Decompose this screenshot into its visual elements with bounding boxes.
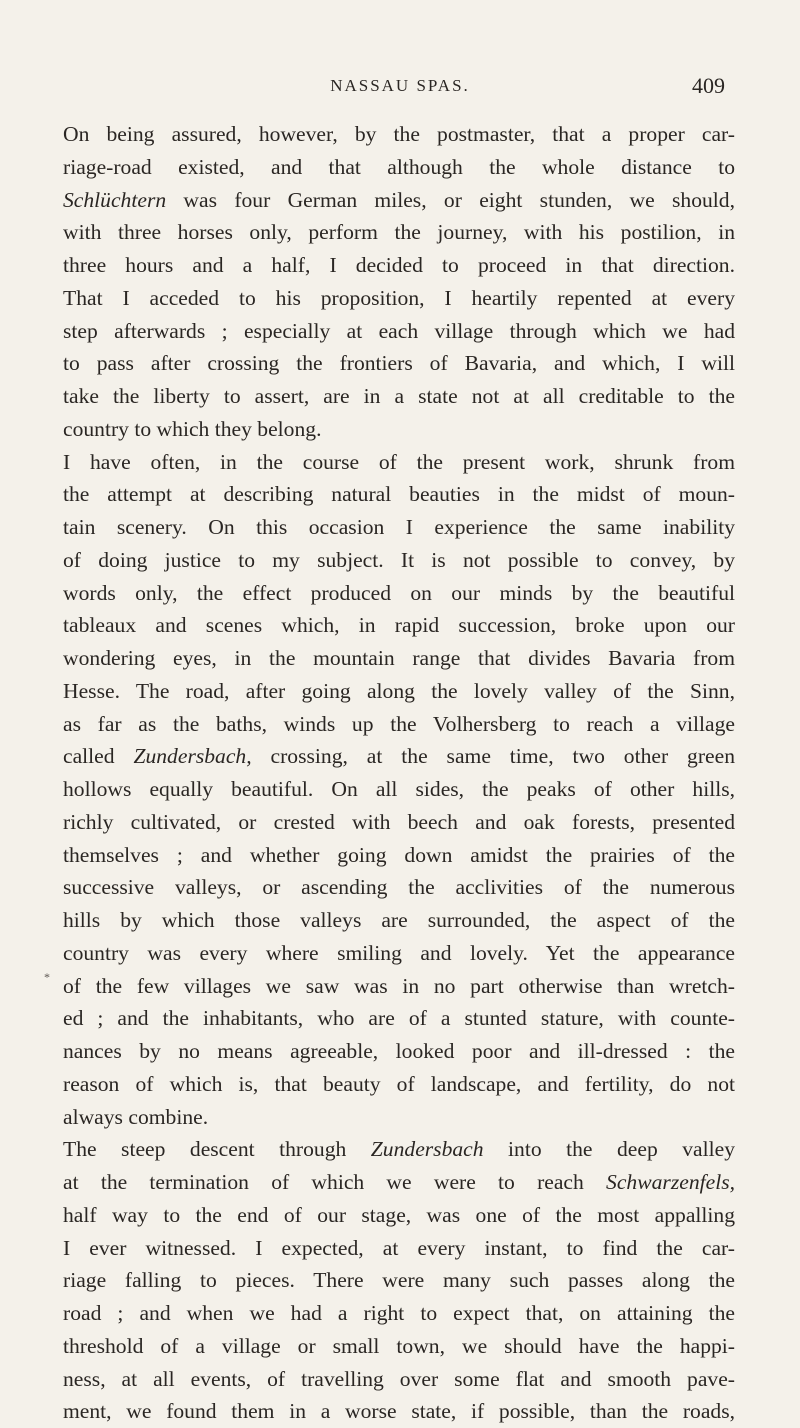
text-line: hollows equally beautiful. On all sides, the peaks of other hills, [63,777,735,801]
text-line: themselves ; and whether going down amidst the prairies of the [63,842,735,867]
text-line: tableaux and scenes which, in rapid succession, broke upon our [63,613,735,638]
text-line: called Zundersbach, crossing, at the same time, two other green [63,744,735,769]
place-name-schluchtern: Schlüchtern [63,187,167,212]
text-line: take the liberty to assert, are in a state not at all creditable to the [63,384,735,408]
text-line: with three horses only, perform the journey, with his postilion, in [63,220,735,245]
text-line: riage falling to pieces. There were many such passes along the [63,1268,735,1293]
text-line: always combine. [63,1104,209,1129]
body-text [63,118,735,1428]
text-line: ed ; and the inhabitants, who are of a stunted stature, with counte- [63,1006,735,1031]
text-line: of doing justice to my subject. It is not possible to convey, by [63,547,735,572]
place-name-zundersbach: Zundersbach [370,1137,484,1162]
text-line: I ever witnessed. I expected, at every instant, to find the car- [63,1235,735,1260]
text-line: reason of which is, that beauty of landscape, and fertility, do not [63,1071,735,1096]
page-number: 409 [692,73,725,98]
text-line: words only, the effect produced on our minds by the beautiful [63,580,735,605]
text-line: successive valleys, or ascending the acclivities of the numerous [63,875,735,900]
text-line: step afterwards ; especially at each village through which we had [63,318,735,343]
text-line: threshold of a village or small town, we should have the happi- [63,1333,735,1358]
text-line: hills by which those valleys are surrounded, the aspect of the [63,908,735,932]
margin-mark: * [44,970,50,984]
text-line: three hours and a half, I decided to proceed in that direction. [63,253,735,277]
text-line: ness, at all events, of travelling over some flat and smooth pave- [63,1366,735,1391]
text-line: road ; and when we had a right to expect that, on attaining the [63,1301,735,1325]
text-line: country to which they belong. [63,416,322,441]
text-line: half way to the end of our stage, was one of the most appalling [63,1202,735,1227]
text-line: to pass after crossing the frontiers of Bavaria, and which, I will [63,351,735,376]
text-line: country was every where smiling and lovely. Yet the appearance [63,940,735,965]
page-header [0,73,800,106]
place-name-zundersbach: Zundersbach, [133,744,252,769]
text-line: Schlüchtern was four German miles, or eight stunden, we should, [63,187,735,212]
running-head: NASSAU SPAS. [330,76,470,95]
text-line: tain scenery. On this occasion I experience the same inability [63,515,735,539]
text-line: That I acceded to his proposition, I heartily repented at every [63,285,735,310]
text-line: riage-road existed, and that although the whole distance to [63,154,735,179]
text-line: ment, we found them in a worse state, if possible, than the roads, [63,1399,735,1424]
text-line: On being assured, however, by the postmaster, that a proper car- [63,122,735,146]
text-line: Hesse. The road, after going along the lovely valley of the Sinn, [63,678,735,703]
text-line: The steep descent through Zundersbach into the deep valley [63,1137,735,1162]
text-line: the attempt at describing natural beauties in the midst of moun- [63,482,735,507]
text-line: of the few villages we saw was in no part otherwise than wretch- [63,973,735,998]
text-line: nances by no means agreeable, looked poor and ill-dressed : the [63,1039,735,1063]
text-line: richly cultivated, or crested with beech and oak forests, presented [63,809,735,834]
text-line: at the termination of which we were to reach Schwarzenfels, [63,1170,735,1194]
text-line: I have often, in the course of the present work, shrunk from [63,449,735,474]
place-name-schwarzenfels: Schwarzenfels, [606,1170,735,1194]
text-line: as far as the baths, winds up the Volhersberg to reach a village [63,711,735,736]
text-line: wondering eyes, in the mountain range that divides Bavaria from [63,646,735,670]
